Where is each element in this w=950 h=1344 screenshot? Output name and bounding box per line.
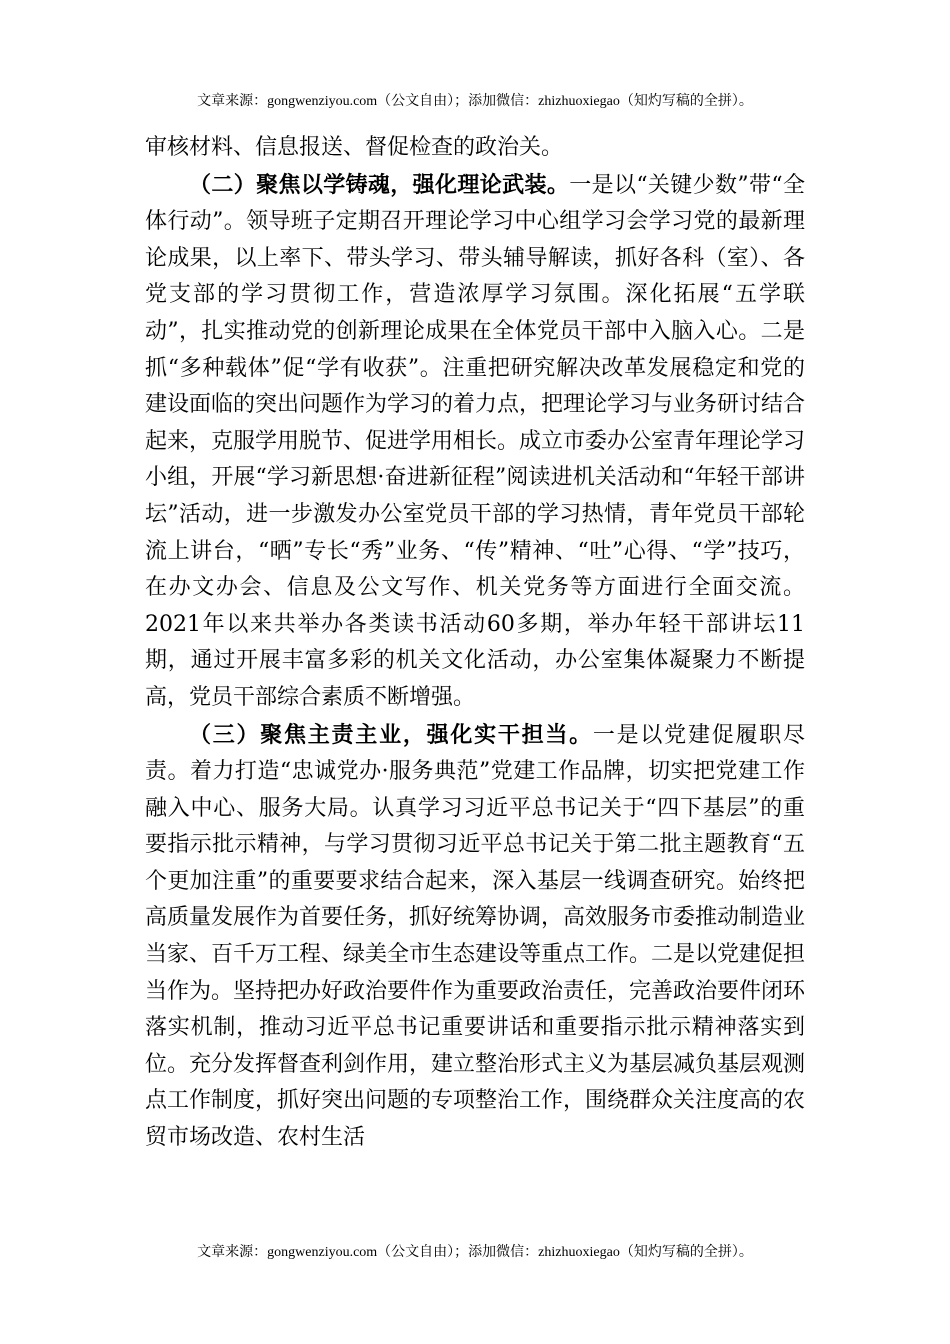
document-body — [145, 130, 805, 1157]
page-header-source-note: 文章来源：gongwenziyou.com（公文自由）；添加微信：zhizhuoxiegao（知灼写稿的全拼）。 — [197, 94, 753, 109]
paragraph-text: 一是以“关键少数”带“全体行动”。领导班子定期召开理论学习中心组学习会学习党的最新理论成果，以上率下、带头学习、带头辅导解读，抓好各科（室）、各党支部的学习贯彻工作，营造浓厚学习氛围。深化拓展“五学联动”，扎实推动党的创新理论成果在全体党员干部中入脑入心。二是抓“多种载体”促“学有收获”。注重把研究解决改革发展稳定和党的建设面临的突出问题作为学习的着力点，把理论学习与业务研讨结合起来，克服学用脱节、促进学用相长。成立市委办公室青年理论学习小组，开展“学习新思想·奋进新征程”阅读进机关活动和“年轻干部讲坛”活动，进一步激发办公室党员干部的学习热情，青年党员干部轮流上讲台，“晒”专长“秀”业务、“传”精神、“吐”心得、“学”技巧，在办文办会、信息及公文写作、机关党务等方面进行全面交流。2021年以来共举办各类读书活动60多期，举办年轻干部讲坛11期，通过开展丰富多彩的机关文化活动，办公室集体凝聚力不断提高，党员干部综合素质不断增强。 — [145, 172, 806, 710]
paragraph-section-three — [145, 717, 805, 1157]
page-footer-source-note: 文章来源：gongwenziyou.com（公文自由）；添加微信：zhizhuoxiegao（知灼写稿的全拼）。 — [197, 1245, 753, 1260]
paragraph-continuation — [145, 130, 805, 167]
paragraph-section-two — [145, 167, 805, 717]
section-heading: （三）聚焦主责主业，强化实干担当。 — [189, 721, 593, 748]
section-heading: （二）聚焦以学铸魂，强化理论武装。 — [189, 171, 570, 198]
paragraph-text: 一是以党建促履职尽责。着力打造“忠诚党办·服务典范”党建工作品牌，切实把党建工作融入中心、服务大局。认真学习习近平总书记关于“四下基层”的重要指示批示精神，与学习贯彻习近平总书记关于第二批主题教育“五个更加注重”的重要要求结合起来，深入基层一线调查研究。始终把高质量发展作为首要任务，抓好统筹协调，高效服务市委推动制造业当家、百千万工程、绿美全市生态建设等重点工作。二是以党建促担当作为。坚持把办好政治要件作为重要政治责任，完善政治要件闭环落实机制，推动习近平总书记重要讲话和重要指示批示精神落实到位。充分发挥督查利剑作用，建立整治形式主义为基层减负基层观测点工作制度，抓好突出问题的专项整治工作，围绕群众关注度高的农贸市场改造、农村生活 — [145, 722, 806, 1151]
paragraph-text: 审核材料、信息报送、督促检查的政治关。 — [145, 135, 564, 160]
